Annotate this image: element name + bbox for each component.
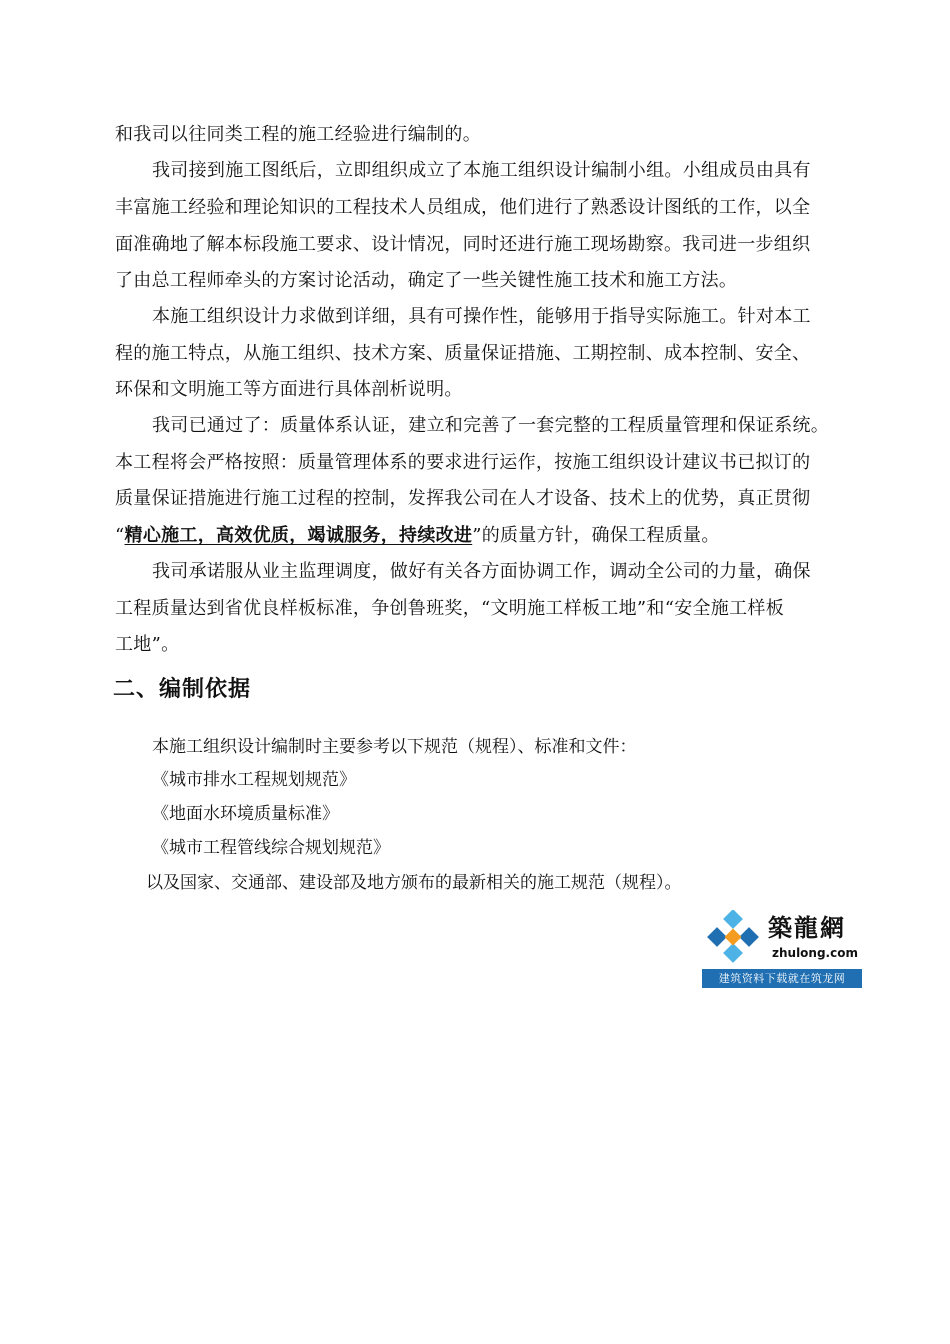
reference-item: 《城市工程管线综合规划规范》 bbox=[152, 838, 390, 858]
section-closing: 以及国家、交通部、建设部及地方颁布的最新相关的施工规范（规程）。 bbox=[146, 873, 682, 893]
paragraph-line: 本施工组织设计力求做到详细，具有可操作性，能够用于指导实际施工。针对本工 bbox=[152, 306, 811, 327]
logo-name-cn: 築龍網 bbox=[768, 913, 846, 942]
paragraph-line: 环保和文明施工等方面进行具体剖析说明。 bbox=[115, 379, 463, 400]
logo-tagline: 建筑资料下载就在筑龙网 bbox=[702, 969, 862, 988]
slogan-rest: ”的质量方针，确保工程质量。 bbox=[472, 525, 720, 546]
logo-name-en: zhulong.com bbox=[772, 946, 858, 960]
section-intro: 本施工组织设计编制时主要参考以下规范（规程）、标准和文件： bbox=[152, 737, 637, 757]
paragraph-line: 本工程将会严格按照：质量管理体系的要求进行运作，按施工组织设计建议书已拟订的 bbox=[115, 452, 811, 473]
zhulong-logo bbox=[702, 910, 862, 988]
paragraph-line: 面准确地了解本标段施工要求、设计情况，同时还进行施工现场勘察。我司进一步组织 bbox=[115, 234, 811, 255]
reference-item: 《地面水环境质量标准》 bbox=[152, 804, 339, 824]
paragraph-line: 丰富施工经验和理论知识的工程技术人员组成，他们进行了熟悉设计图纸的工作，以全 bbox=[115, 197, 811, 218]
paragraph-line-slogan bbox=[115, 524, 845, 548]
paragraph-line: 工程质量达到省优良样板标准，争创鲁班奖，“文明施工样板工地”和“安全施工样板 bbox=[115, 598, 785, 619]
zhulong-diamond-icon bbox=[702, 910, 764, 968]
section-heading: 二、编制依据 bbox=[113, 677, 252, 702]
reference-item: 《城市排水工程规划规范》 bbox=[152, 770, 356, 790]
quality-slogan: 精心施工，高效优质，竭诚服务，持续改进 bbox=[124, 525, 473, 546]
paragraph-line: 和我司以往同类工程的施工经验进行编制的。 bbox=[115, 124, 481, 145]
paragraph-line: 质量保证措施进行施工过程的控制，发挥我公司在人才设备、技术上的优势，真正贯彻 bbox=[115, 488, 811, 509]
paragraph-line: 程的施工特点，从施工组织、技术方案、质量保证措施、工期控制、成本控制、安全、 bbox=[115, 343, 811, 364]
paragraph-line: 工地”。 bbox=[115, 634, 180, 655]
paragraph-line: 我司承诺服从业主监理调度，做好有关各方面协调工作，调动全公司的力量，确保 bbox=[152, 561, 811, 582]
quote-open: “ bbox=[115, 525, 125, 546]
paragraph-line: 我司接到施工图纸后，立即组织成立了本施工组织设计编制小组。小组成员由具有 bbox=[152, 160, 811, 181]
paragraph-line: 我司已通过了：质量体系认证，建立和完善了一套完整的工程质量管理和保证系统。 bbox=[152, 415, 830, 436]
paragraph-line: 了由总工程师牵头的方案讨论活动，确定了一些关键性施工技术和施工方法。 bbox=[115, 270, 738, 291]
